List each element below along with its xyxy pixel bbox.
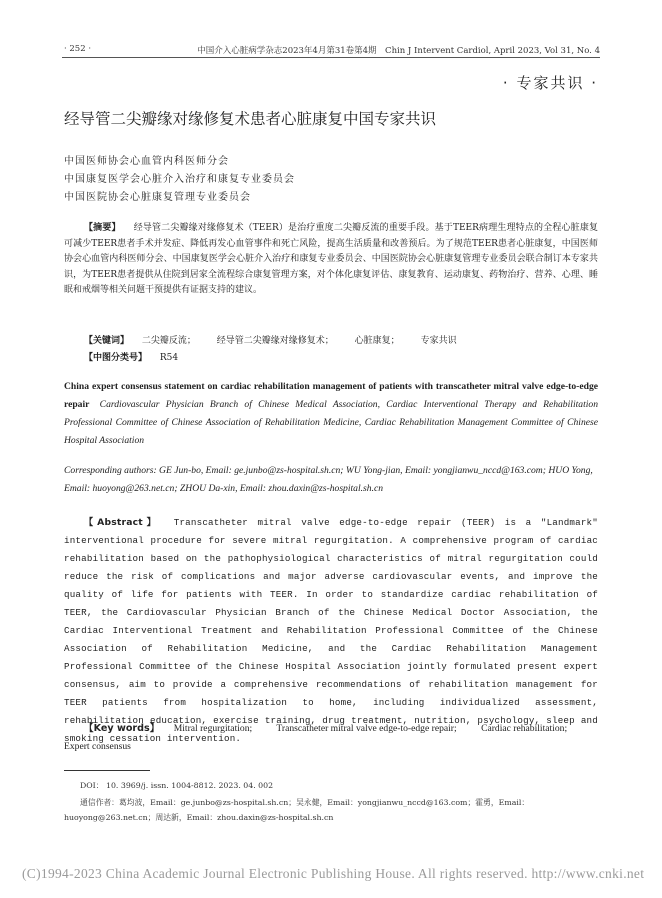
author-org-1: 中国医师协会心血管内科医师分会 <box>64 156 229 167</box>
keyword-cn: 专家共识 <box>420 336 457 346</box>
keyword-cn: 二尖瓣反流； <box>141 336 196 346</box>
keywords-cn-label: 【关键词】 <box>84 336 130 346</box>
copyright-watermark: (C)1994-2023 China Academic Journal Electronic Publishing House. All rights reserved. http://www.cnki.net <box>22 866 645 881</box>
keyword-en: Mitral regurgitation; <box>173 723 253 734</box>
keyword-en: Expert consensus <box>64 741 131 752</box>
keywords-cn <box>84 333 475 346</box>
author-org-2: 中国康复医学会心脏介入治疗和康复专业委员会 <box>64 174 295 185</box>
english-title-block <box>64 378 598 450</box>
keyword-cn: 经导管二尖瓣缘对缘修复术； <box>216 336 334 346</box>
page-number: · 252 · <box>64 44 92 54</box>
abstract-cn-label: 【摘要】 <box>84 223 121 233</box>
abstract-cn <box>64 221 598 299</box>
clc-number <box>84 350 178 363</box>
corresponding-authors-en: Corresponding authors: GE Jun-bo, Email: ge.junbo@zs-hospital.sh.cn; WU Yong-jian, Email: yongjianwu_nccd@163.com; HUO Yong, Email: huoyong@263.net.cn; ZHOU Da-xin, Email: zhou.daxin@zs-hospital.sh.cn <box>64 465 593 494</box>
keywords-en <box>64 720 598 756</box>
abstract-cn-text: 经导管二尖瓣缘对缘修复术（TEER）是治疗重度二尖瓣反流的重要手段。基于TEER病理生理特点的全程心脏康复可减少TEER患者手术并发症、降低再发心血管事件和死亡风险，提高生活质量和改善预后。为了规范TEER患者心脏康复，中国医师协会心血管内科医师分会、中国康复医学会心脏介入治疗和康复专业委员会、中国医院协会心脏康复管理专业委员会联合制订本专家共识，为TEER患者提供从住院到居家全流程综合康复管理方案，对个体化康复评估、康复教育、运动康复、药物治疗、营养、心理、睡眠和戒烟等相关问题干预提供有证据支持的建议。 <box>64 223 598 296</box>
english-affiliations: Cardiovascular Physician Branch of Chinese Medical Association, Cardiac Interventional Therapy and Rehabilitation Professional Committee of Chinese Association of Rehabilitation Medicine, Cardiac Rehabilitation Management Committee of Chinese Hospital Association <box>64 399 598 446</box>
section-label: · 专家共识 · <box>502 74 598 92</box>
abstract-en-label: 【Abstract】 <box>84 517 160 528</box>
clc-value: R54 <box>159 353 179 363</box>
running-head: 中国介入心脏病学杂志2023年4月第31卷第4期 Chin J Intervent Cardiol, April 2023, Vol 31, No. 4 <box>197 46 600 56</box>
keyword-en: Transcatheter mitral valve edge-to-edge repair; <box>276 723 457 734</box>
footnote-rule <box>64 770 150 771</box>
clc-label: 【中图分类号】 <box>84 353 148 363</box>
abstract-en <box>64 514 598 748</box>
keyword-en: Cardiac rehabilitation; <box>481 723 568 734</box>
author-org-3: 中国医院协会心脏康复管理专业委员会 <box>64 192 251 203</box>
header-rule <box>62 57 600 58</box>
keyword-cn: 心脏康复； <box>354 336 400 346</box>
english-title: China expert consensus statement on cardiac rehabilitation management of patients with transcatheter mitral valve edge-to-edge repair <box>64 381 598 410</box>
keywords-en-label: 【Key words】 <box>84 723 160 734</box>
doi: DOI： 10. 3969/j. issn. 1004-8812. 2023. 04. 002 <box>80 781 274 790</box>
abstract-en-text: Transcatheter mitral valve edge-to-edge repair (TEER) is a "Landmark" interventional procedure for severe mitral regurgitation. A comprehensive program of cardiac rehabilitation based on the pathophysiological characteristics of mitral regurgitation could reduce the risk of complications and major adverse cardiovascular events, and improve the quality of life for patients with TEER. In order to standardize cardiac rehabilitation of TEER, the Cardiovascular Physician Branch of the Chinese Medical Doctor Association, the Cardiac Interventional Treatment and Rehabilitation Professional Committee of the Chinese Association of Rehabilitation Medicine, and the Cardiac Rehabilitation Management Professional Committee of the Chinese Hospital Association jointly formulated present expert consensus, aim to provide a comprehensive recommendations of rehabilitation management for TEER patients from hospitalization to home, including individualized assessment, rehabilitation education, exercise training, drug treatment, nutrition, psychology, sleep and smoking cessation intervention. <box>64 517 598 744</box>
corresponding-authors-cn: 通信作者：葛均波，Email：ge.junbo@zs-hospital.sh.cn；吴永健，Email：yongjianwu_nccd@163.com；霍勇，Email：huoyong@263.net.cn；周达新，Email：zhou.daxin@zs-hospital.sh.cn <box>64 798 530 822</box>
article-title: 经导管二尖瓣缘对缘修复术患者心脏康复中国专家共识 <box>64 110 437 128</box>
